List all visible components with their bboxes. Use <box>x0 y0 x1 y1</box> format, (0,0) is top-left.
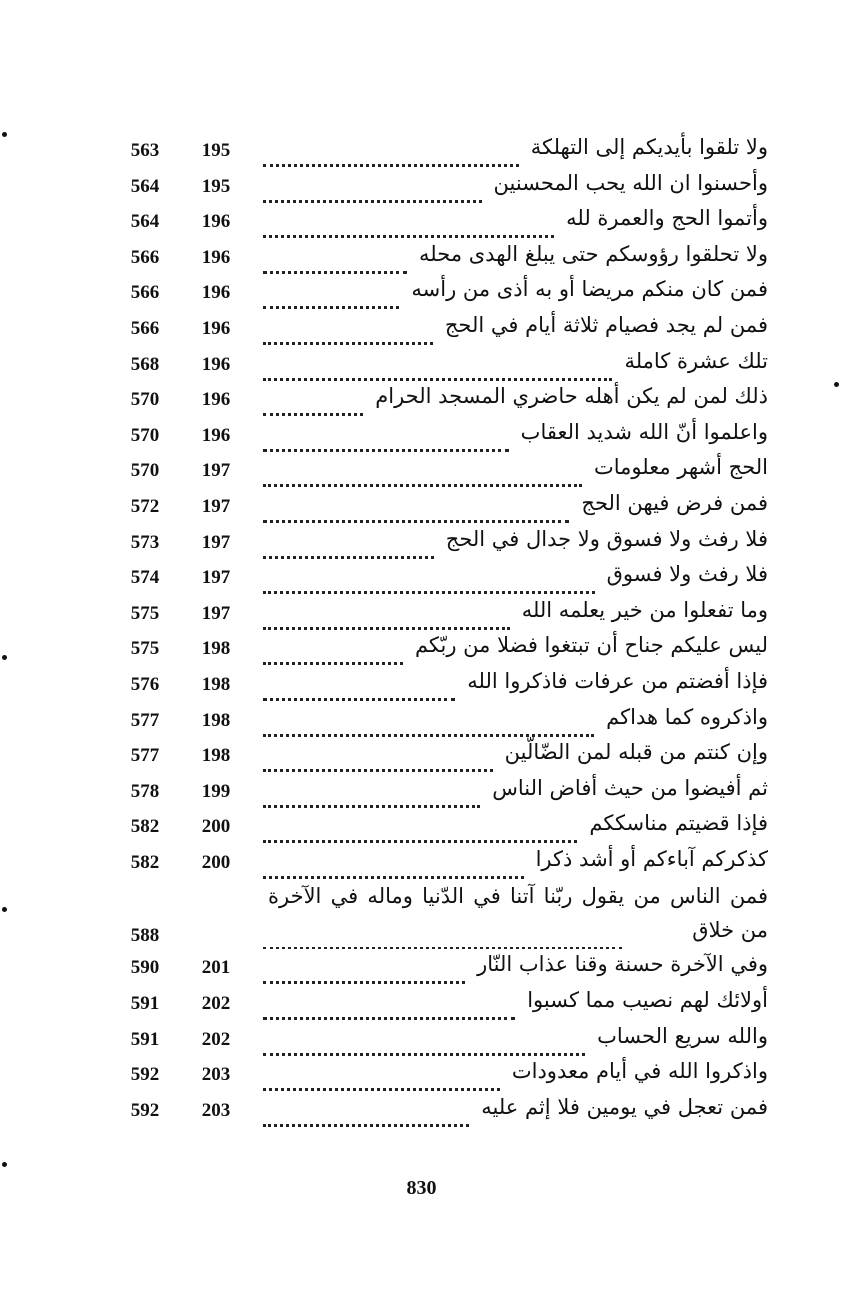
margin-mark <box>2 907 7 912</box>
index-entry <box>118 452 768 488</box>
dot-leader <box>263 749 493 772</box>
entry-verse-text: واذكروه كما هداكم <box>600 705 768 729</box>
entry-verse-number: 196 <box>201 211 231 233</box>
entry-verse-text: فمن كان منكم مريضا أو به أذى من رأسه <box>405 277 768 301</box>
entry-verse-text: وإن كنتم من قبله لمن الضّالّين <box>499 740 768 764</box>
entry-verse-number: 197 <box>201 460 231 482</box>
index-entry <box>118 985 768 1021</box>
index-entry <box>118 702 768 738</box>
entry-verse-number: 197 <box>201 602 231 624</box>
entry-verse-number: 196 <box>201 317 231 339</box>
entry-page-number: 582 <box>130 851 160 873</box>
entry-page-number: 575 <box>130 638 160 660</box>
entry-page-number: 566 <box>130 246 160 268</box>
entry-verse-number: 195 <box>201 175 231 197</box>
dot-leader <box>263 1068 500 1091</box>
entry-page-number: 570 <box>130 460 160 482</box>
entry-verse-text: وأتموا الحج والعمرة لله <box>560 206 768 230</box>
entry-verse-number: 198 <box>201 745 231 767</box>
index-entry <box>118 203 768 239</box>
index-entry <box>118 595 768 631</box>
entry-page-number: 564 <box>130 175 160 197</box>
entry-verse-text: فلا رفث ولا فسوق ولا جدال في الحج <box>440 527 768 551</box>
entry-page-number: 588 <box>130 925 160 947</box>
dot-leader <box>263 286 399 309</box>
entry-page-number: 582 <box>130 816 160 838</box>
index-entry <box>118 417 768 453</box>
entry-verse-text: وفي الآخرة حسنة وقنا عذاب النّار <box>471 952 768 976</box>
entry-verse-text: تلك عشرة كاملة <box>618 349 768 373</box>
entry-verse-text: أولائك لهم نصيب مما كسبوا <box>521 988 768 1012</box>
entry-page-number: 592 <box>130 1064 160 1086</box>
entry-verse-text: ليس عليكم جناح أن تبتغوا فضلا من ربّكم <box>409 633 768 657</box>
entry-page-number: 570 <box>130 424 160 446</box>
entry-verse-number: 203 <box>201 1099 231 1121</box>
dot-leader <box>263 144 519 167</box>
entry-verse-text: والله سريع الحساب <box>591 1024 768 1048</box>
index-entry <box>118 168 768 204</box>
entry-page-number: 570 <box>130 389 160 411</box>
dot-leader <box>263 997 515 1020</box>
entry-verse-number: 197 <box>201 495 231 517</box>
dot-leader <box>263 1033 585 1056</box>
entry-page-number: 575 <box>130 602 160 624</box>
dot-leader <box>263 1104 469 1127</box>
dot-leader <box>263 961 465 984</box>
entry-page-number: 568 <box>130 353 160 375</box>
dot-leader <box>263 393 363 416</box>
entry-page-number: 578 <box>130 780 160 802</box>
entry-page-number: 574 <box>130 567 160 589</box>
index-entry <box>118 844 768 880</box>
entry-verse-text: واذكروا الله في أيام معدودات <box>506 1059 768 1083</box>
entry-page-number: 591 <box>130 993 160 1015</box>
index-entry <box>118 274 768 310</box>
index-entry <box>118 1056 768 1092</box>
index-entry <box>118 239 768 275</box>
dot-leader <box>263 785 480 808</box>
entry-page-number: 566 <box>130 317 160 339</box>
entry-verse-number: 197 <box>201 531 231 553</box>
page-number: 830 <box>406 1177 437 1199</box>
entry-verse-text: فلا رفث ولا فسوق <box>601 562 768 586</box>
entry-page-number: 590 <box>130 957 160 979</box>
margin-mark <box>2 132 7 137</box>
index-entry <box>118 524 768 560</box>
dot-leader <box>263 571 595 594</box>
index-entry <box>118 773 768 809</box>
entry-verse-number: 196 <box>201 353 231 375</box>
index-entry <box>118 808 768 844</box>
dot-leader <box>263 322 433 345</box>
index-entry <box>118 310 768 346</box>
entry-verse-number: 202 <box>201 1028 231 1050</box>
entry-verse-text: واعلموا أنّ الله شديد العقاب <box>515 420 768 444</box>
margin-mark <box>2 655 7 660</box>
entry-page-number: 592 <box>130 1099 160 1121</box>
dot-leader <box>263 215 554 238</box>
entry-verse-text: الحج أشهر معلومات <box>588 455 768 479</box>
index-entry <box>118 737 768 773</box>
entry-verse-text: وأحسنوا ان الله يحب المحسنين <box>488 171 768 195</box>
dot-leader <box>263 642 403 665</box>
dot-leader <box>263 180 482 203</box>
entry-verse-text: ذلك لمن لم يكن أهله حاضري المسجد الحرام <box>369 384 768 408</box>
entry-verse-number: 197 <box>201 567 231 589</box>
index-entry <box>118 346 768 382</box>
entry-verse-text: ولا تلقوا بأيديكم إلى التهلكة <box>525 135 768 159</box>
entry-verse-number: 196 <box>201 282 231 304</box>
entry-page-number: 563 <box>130 140 160 161</box>
dot-leader <box>263 678 455 701</box>
entry-page-number: 564 <box>130 211 160 233</box>
entry-verse-text: فإذا أفضتم من عرفات فاذكروا الله <box>461 669 768 693</box>
dot-leader <box>263 429 509 452</box>
index-entry <box>118 1021 768 1057</box>
index-entry <box>118 949 768 985</box>
dot-leader <box>263 358 612 381</box>
entry-verse-number: 198 <box>201 673 231 695</box>
dot-leader <box>263 820 577 843</box>
entry-verse-text: ولا تحلقوا رؤوسكم حتى يبلغ الهدى محله <box>413 242 768 266</box>
dot-leader <box>263 464 582 487</box>
index-entry <box>118 488 768 524</box>
entry-verse-number: 198 <box>201 638 231 660</box>
entry-verse-text: فمن لم يجد فصيام ثلاثة أيام في الحج <box>439 313 768 337</box>
entry-page-number: 573 <box>130 531 160 553</box>
index-entry <box>118 132 768 168</box>
index-entry <box>118 381 768 417</box>
dot-leader <box>263 251 407 274</box>
entry-verse-text: فمن فرض فيهن الحج <box>575 491 768 515</box>
index-entry <box>118 630 768 666</box>
margin-mark <box>2 1162 7 1167</box>
entry-verse-number: 195 <box>201 140 231 161</box>
dot-leader <box>263 856 524 879</box>
entry-verse-text: ثم أفيضوا من حيث أفاض الناس <box>486 776 768 800</box>
margin-mark <box>834 382 839 387</box>
entry-page-number: 576 <box>130 673 160 695</box>
entry-verse-number: 200 <box>201 816 231 838</box>
dot-leader <box>263 500 569 523</box>
entry-verse-text: كذكركم آباءكم أو أشد ذكرا <box>530 847 768 871</box>
index-entry <box>118 559 768 595</box>
entry-verse-number: 196 <box>201 424 231 446</box>
entry-verse-text: فمن تعجل في يومين فلا إثم عليه <box>475 1095 768 1119</box>
entry-page-number: 566 <box>130 282 160 304</box>
entry-verse-number: 200 <box>201 851 231 873</box>
entry-verse-number: 196 <box>201 246 231 268</box>
entry-verse-text: فإذا قضيتم مناسككم <box>583 811 768 835</box>
entry-verse-text: فمن الناس من يقول ربّنا آتنا في الدّنيا وماله في الآخرة من خلاق <box>262 879 768 947</box>
entry-page-number: 577 <box>130 745 160 767</box>
entry-verse-text: وما تفعلوا من خير يعلمه الله <box>516 598 768 622</box>
entry-verse-number: 196 <box>201 389 231 411</box>
dot-leader <box>263 536 434 559</box>
entry-page-number: 572 <box>130 495 160 517</box>
verse-index-list <box>118 132 768 1127</box>
entry-verse-number: 202 <box>201 993 231 1015</box>
index-entry <box>118 666 768 702</box>
entry-verse-number: 201 <box>201 957 231 979</box>
entry-verse-number: 203 <box>201 1064 231 1086</box>
index-entry <box>118 1092 768 1128</box>
entry-verse-number: 199 <box>201 780 231 802</box>
entry-verse-number: 198 <box>201 709 231 731</box>
dot-leader <box>263 607 510 630</box>
entry-page-number: 577 <box>130 709 160 731</box>
dot-leader <box>263 714 594 737</box>
index-entry <box>118 879 768 949</box>
entry-page-number: 591 <box>130 1028 160 1050</box>
